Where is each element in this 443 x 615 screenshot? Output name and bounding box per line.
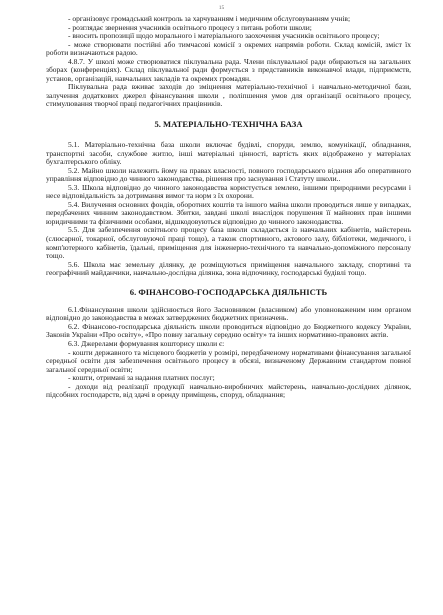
paragraph: - може створювати постійні або тимчасові комісії з окремих напрямів роботи. Склад комісій, зміст їх роботи визначаються радою.	[46, 39, 411, 58]
paragraph: 6.2. Фінансово-господарська діяльність школи проводиться відповідно до Бюджетного кодексу України, Законів України «Про освіту», «Про повну загальну середню освіту» та інших нормативно-правових актів.	[46, 321, 411, 340]
paragraph: - організовує громадський контроль за харчуванням і медичним обслуговуванням учнів;	[68, 14, 351, 23]
paragraph: 5.2. Майно школи належить йому на правах власності, повного господарського відання або оперативного управління відповідно до чинного законодавства, рішення про заснування і Статуту школи..	[46, 165, 411, 184]
paragraph: 5.6. Школа має земельну ділянку, де розміщуються приміщення навчального закладу, спортивні та географічний майданчики, навчально-дослідна ділянка, зона відпочинку, господарські будівлі тощо.	[46, 259, 411, 278]
paragraph: 6.1.Фінансування школи здійснюється його Засновником (власником) або уповноваженим ним органом відповідно до законодавства в межах затверджених бюджетних призначень.	[46, 304, 411, 323]
paragraph: 4.8.7. У школі може створюватися піклувальна рада. Члени піклувальної ради обираються на загальних зборах (конференціях). Склад піклувальної ради формується з представників виконавчої влади, підприємств, установ, організацій, навчальних закладів та окремих громадян.	[46, 56, 411, 83]
section-heading: 6. ФІНАНСОВО-ГОСПОДАРСЬКА ДІЯЛЬНІСТЬ	[129, 286, 328, 297]
paragraph: 5.3. Школа відповідно до чинного законодавства користується землею, іншими природними ресурсами і несе відповідальність за дотримання вимог та норм з їх охорони.	[46, 182, 411, 201]
paragraph: - доходи від реалізації продукції навчально-виробничих майстерень, навчально-дослідних ділянок, підсобних господарств, від здачі в оренду приміщень, споруд, обладнання;	[46, 381, 411, 400]
paragraph: - розглядає звернення учасників освітнього процесу з питань роботи школи;	[68, 22, 312, 32]
document-body	[46, 15, 411, 400]
page-number: 15	[218, 5, 225, 11]
paragraph: Піклувальна рада вживає заходів до зміцнення матеріально-технічної і навчально-методичної бази, залучення додаткових джерел фінансування школи , поліпшення умов для організації освітнього процесу, стимулювання творчої праці педагогічних працівників.	[46, 82, 411, 109]
paragraph: - кошти, отримані за надання платних послуг;	[68, 373, 215, 383]
paragraph: 5.4. Вилучення основних фондів, оборотних коштів та іншого майна школи проводиться лише у випадках, передбачених чинним законодавством. Збитки, завдані школі внаслідок порушення її майнових прав іншими юридичними та фізичними особами, відшкодовуються відповідно до чинного законодавства.	[46, 199, 411, 226]
paragraph: 5.1. Матеріально-технічна база школи включає будівлі, споруди, землю, комунікації, обладнання, транспортні засоби, службове житло, інші матеріальні цінності, вартість яких відображено у матеріалах бухгалтерського обліку.	[46, 140, 411, 167]
paragraph: - вносить пропозиції щодо морального і матеріального заохочення учасників освітнього процесу;	[68, 31, 380, 41]
paragraph: 6.3. Джерелами формування кошторису школи є:	[68, 338, 225, 348]
paragraph: 5.5. Для забезпечення освітнього процесу база школи складається із навчальних кабінетів, майстерень (слюсарної, токарної, обслуговуючої праці тощо), а також спортивного, актового залу, бібліотеки, медичного, і комп'ютерного кабінетів, їдальні, приміщення для інженерно-технічного та навчально-допоміжного персоналу тощо.	[46, 225, 411, 261]
paragraph: - кошти державного та місцевого бюджетів у розмірі, передбаченому нормативами фінансування загальної середньої освіти для забезпечення освітнього процесу в обсязі, визначеному Державним стандартом повної загальної середньої освіти;	[46, 347, 411, 374]
section-heading: 5. МАТЕРІАЛЬНО-ТЕХНІЧНА БАЗА	[154, 119, 303, 130]
